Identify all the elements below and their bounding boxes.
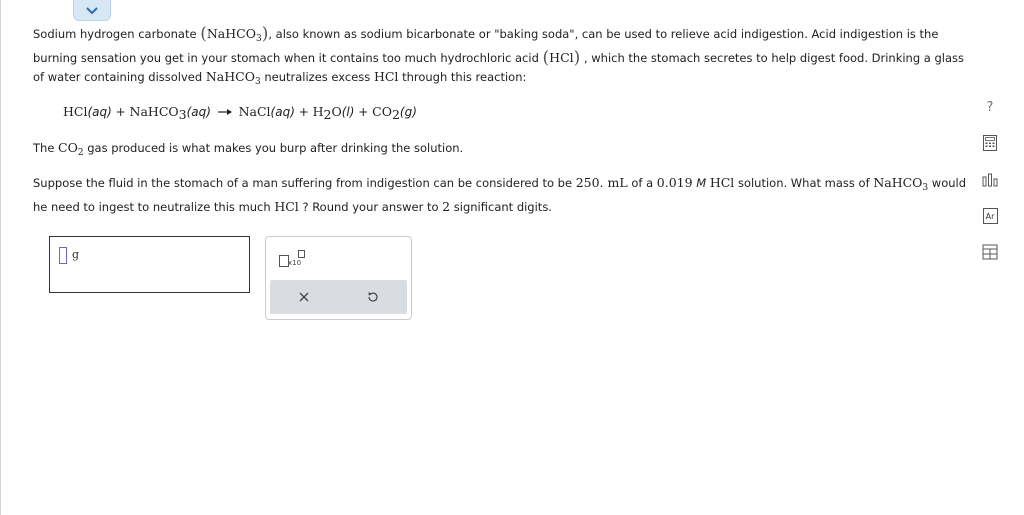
chem-formula: HCl bbox=[709, 175, 735, 190]
chem-formula: NaHCO$_3$ bbox=[873, 175, 929, 193]
unit-label: g bbox=[72, 248, 80, 261]
calculator-icon bbox=[983, 135, 997, 151]
question-line: The $CO_2$ gas produced is what makes you burp after drinking the solution. bbox=[33, 140, 464, 158]
chem-formula: NaHCO$_3$ bbox=[205, 69, 261, 87]
bar-chart-icon bbox=[982, 173, 998, 187]
chem-formula: HCl bbox=[549, 50, 574, 65]
calculator-button[interactable] bbox=[979, 132, 1001, 154]
reference-table-icon bbox=[982, 244, 998, 260]
undo-icon bbox=[367, 291, 379, 303]
answer-input[interactable] bbox=[49, 236, 250, 293]
periodic-element-icon: Ar bbox=[983, 208, 998, 224]
close-icon bbox=[299, 292, 309, 302]
left-border bbox=[0, 0, 1, 515]
data-chart-button[interactable] bbox=[979, 169, 1001, 191]
clear-button[interactable] bbox=[295, 288, 313, 306]
periodic-table-button[interactable] bbox=[979, 205, 1001, 227]
chem-formula: HCl bbox=[373, 69, 399, 84]
scientific-notation-button[interactable] bbox=[279, 249, 305, 273]
chem-formula: NaHCO$_3$ bbox=[206, 26, 262, 44]
collapse-toggle[interactable] bbox=[73, 0, 111, 21]
question-line: Sodium hydrogen carbonate (NaHCO$_3$), also known as sodium bicarbonate or "baking soda", can be used to relieve acid indigestion. Acid indigestion is the bbox=[33, 24, 939, 44]
chevron-down-icon bbox=[85, 6, 99, 15]
question-line: he need to ingest to neutralize this much HCl ? Round your answer to 2 significant digits. bbox=[33, 199, 552, 214]
action-bar bbox=[270, 280, 407, 314]
reference-button[interactable] bbox=[979, 241, 1001, 263]
volume-value: 250. mL bbox=[575, 175, 628, 190]
question-line: of water containing dissolved NaHCO$_3$ neutralizes excess HCl through this reaction: bbox=[33, 69, 527, 87]
question-line: Suppose the fluid in the stomach of a man suffering from indigestion can be considered to be 250. mL of a 0.019 M HCl solution. What mass of NaHCO$_3$ would bbox=[33, 175, 967, 193]
chem-formula: $CO_2$ bbox=[58, 140, 84, 158]
reaction-equation: HCl(aq) + NaHCO$_3$(aq) NaCl(aq) + $H_2O(l) + CO_2(g)$ bbox=[63, 104, 417, 122]
math-tool-panel bbox=[265, 236, 412, 320]
concentration-value: 0.019 bbox=[656, 175, 693, 190]
reaction-arrow-icon bbox=[218, 102, 232, 110]
chem-formula: HCl bbox=[274, 199, 299, 214]
x10-label: x10 bbox=[288, 259, 302, 267]
help-icon: ? bbox=[986, 99, 994, 115]
undo-button[interactable] bbox=[364, 288, 382, 306]
question-line: burning sensation you get in your stomach when it contains too much hydrochloric acid (HCl) , which the stomach secretes to help digest food. Drinking a glass bbox=[33, 48, 965, 68]
exponent-box-icon bbox=[298, 250, 305, 258]
help-button[interactable] bbox=[979, 96, 1001, 118]
sig-digits-value: 2 bbox=[442, 199, 451, 214]
input-cursor[interactable] bbox=[59, 247, 67, 264]
